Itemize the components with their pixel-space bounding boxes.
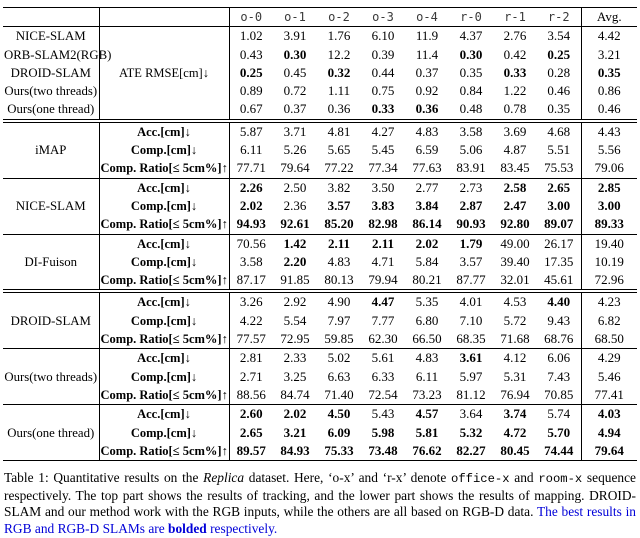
corner-cell-method [3, 8, 99, 27]
value-cell: 5.65 [327, 142, 351, 158]
value-cell: 4.43 [597, 123, 621, 139]
value-cell: 3.57 [459, 253, 483, 269]
mapping-group [3, 178, 637, 234]
mapping-row [3, 312, 637, 330]
value-cell: 86.14 [412, 216, 442, 232]
value-cell: 3.61 [459, 350, 483, 366]
value-cell: 0.30 [459, 46, 483, 62]
value-cell: 4.42 [597, 28, 621, 44]
value-cell: 1.42 [283, 235, 307, 251]
value-cell: 77.71 [236, 160, 266, 176]
value-cell: 4.22 [239, 312, 263, 328]
value-cell: 2.11 [327, 235, 351, 251]
method-cell: Ours(one thread) [3, 405, 99, 461]
metric-label: Comp. Ratio[≤ 5cm%]↑ [99, 330, 229, 349]
value-cell: 84.74 [280, 386, 310, 402]
value-cell: 3.91 [283, 28, 307, 44]
mapping-row [3, 141, 637, 159]
value-cell: 6.11 [415, 368, 439, 384]
value-cell: 0.42 [503, 46, 527, 62]
value-cell: 2.65 [537, 178, 581, 197]
mapping-row [3, 234, 637, 253]
value-cell: 3.74 [503, 406, 527, 422]
value-cell: 17.35 [537, 253, 581, 271]
caption-segment: Replica [203, 470, 245, 486]
value-cell: 2.02 [283, 406, 307, 422]
value-cell: 6.33 [371, 368, 395, 384]
value-cell: 68.50 [594, 331, 624, 347]
metric-label: Comp.[cm]↓ [99, 312, 229, 330]
value-cell: 72.54 [368, 386, 398, 402]
col-header-o-1: o-1 [284, 10, 306, 24]
mapping-row [3, 386, 637, 405]
value-cell: 5.43 [371, 406, 395, 422]
tracking-row [3, 82, 637, 100]
col-header-avg: Avg. [596, 9, 622, 24]
metric-label: Acc.[cm]↓ [99, 291, 229, 311]
method-cell: DROID-SLAM [3, 291, 99, 348]
value-cell: 5.98 [371, 424, 395, 440]
value-cell: 92.80 [500, 216, 530, 232]
value-cell: 5.31 [503, 368, 527, 384]
value-cell: 2.58 [503, 179, 527, 195]
method-cell: NICE-SLAM [3, 27, 99, 46]
value-cell: 4.83 [327, 253, 351, 269]
value-cell: 4.94 [597, 424, 621, 440]
value-cell: 83.45 [500, 160, 530, 176]
value-cell: 6.06 [537, 349, 581, 368]
value-cell: 4.23 [597, 294, 621, 310]
value-cell: 0.35 [597, 64, 621, 80]
value-cell: 74.44 [537, 442, 581, 461]
col-header-r-2: r-2 [537, 8, 581, 27]
value-cell: 0.37 [283, 101, 307, 117]
method-cell: DROID-SLAM [3, 64, 99, 82]
caption-segment: Table 1: Quantitative results on the [4, 470, 204, 486]
value-cell: 7.10 [459, 312, 483, 328]
value-cell: 77.57 [236, 331, 266, 347]
metric-label: Comp. Ratio[≤ 5cm%]↑ [99, 215, 229, 234]
caption-segment: office-x [451, 472, 510, 487]
value-cell: 11.9 [415, 28, 439, 44]
value-cell: 3.21 [597, 46, 621, 62]
value-cell: 1.11 [327, 83, 351, 99]
value-cell: 0.32 [327, 64, 351, 80]
mapping-row [3, 291, 637, 311]
value-cell: 72.96 [594, 272, 624, 288]
value-cell: 6.11 [240, 142, 263, 158]
metric-label-ate: ATE RMSE[cm]↓ [99, 27, 229, 121]
value-cell: 68.35 [456, 331, 486, 347]
value-cell: 0.33 [371, 101, 395, 117]
value-cell: 82.27 [456, 442, 486, 458]
value-cell: 0.45 [283, 64, 307, 80]
value-cell: 87.77 [456, 272, 486, 288]
value-cell: 62.30 [368, 331, 398, 347]
value-cell: 3.69 [503, 123, 527, 139]
value-cell: 5.32 [459, 424, 483, 440]
mapping-row [3, 349, 637, 368]
value-cell: 5.51 [537, 141, 581, 159]
value-cell: 0.30 [283, 46, 307, 62]
table-header [3, 8, 637, 27]
value-cell: 5.26 [283, 142, 307, 158]
metric-label: Comp.[cm]↓ [99, 141, 229, 159]
mapping-group [3, 234, 637, 291]
value-cell: 3.00 [597, 197, 621, 213]
results-table [3, 7, 637, 461]
value-cell: 77.41 [594, 386, 624, 402]
value-cell: 6.80 [415, 312, 439, 328]
value-cell: 2.20 [283, 253, 307, 269]
value-cell: 0.43 [239, 46, 263, 62]
value-cell: 5.74 [537, 405, 581, 424]
value-cell: 5.56 [597, 142, 621, 158]
value-cell: 72.95 [280, 331, 310, 347]
value-cell: 19.40 [594, 235, 624, 251]
value-cell: 91.85 [280, 272, 310, 288]
value-cell: 0.84 [459, 83, 483, 99]
value-cell: 80.21 [412, 272, 442, 288]
value-cell: 5.06 [459, 142, 483, 158]
value-cell: 0.46 [597, 101, 621, 117]
value-cell: 4.57 [415, 406, 439, 422]
value-cell: 4.90 [327, 294, 351, 310]
caption-segment: dataset. Here, ‘o-x’ and ‘r-x’ denote [244, 470, 452, 486]
value-cell: 90.93 [456, 216, 486, 232]
value-cell: 68.76 [537, 330, 581, 349]
col-header-r-1: r-1 [504, 10, 526, 24]
mapping-group [3, 291, 637, 348]
metric-label: Acc.[cm]↓ [99, 178, 229, 197]
tracking-row [3, 46, 637, 64]
col-header-o-2: o-2 [328, 10, 350, 24]
value-cell: 89.57 [236, 442, 266, 458]
value-cell: 4.50 [327, 406, 351, 422]
metric-label: Comp. Ratio[≤ 5cm%]↑ [99, 271, 229, 291]
mapping-row [3, 271, 637, 291]
metric-label: Comp.[cm]↓ [99, 424, 229, 442]
metric-label: Comp. Ratio[≤ 5cm%]↑ [99, 159, 229, 178]
tracking-row [3, 27, 637, 46]
value-cell: 5.61 [371, 350, 395, 366]
col-header-o-3: o-3 [372, 10, 394, 24]
value-cell: 3.54 [537, 27, 581, 46]
mapping-row [3, 330, 637, 349]
mapping-row [3, 215, 637, 234]
value-cell: 77.34 [368, 160, 398, 176]
mapping-row [3, 253, 637, 271]
value-cell: 4.83 [415, 350, 439, 366]
value-cell: 4.71 [371, 253, 395, 269]
value-cell: 4.72 [503, 424, 527, 440]
value-cell: 32.01 [500, 272, 530, 288]
value-cell: 3.00 [537, 197, 581, 215]
table-caption [4, 470, 636, 537]
value-cell: 0.75 [371, 83, 395, 99]
value-cell: 79.64 [594, 442, 624, 458]
value-cell: 92.61 [280, 216, 310, 232]
value-cell: 7.97 [327, 312, 351, 328]
tracking-row [3, 64, 637, 82]
value-cell: 4.37 [459, 28, 483, 44]
value-cell: 2.92 [283, 294, 307, 310]
value-cell: 4.40 [537, 291, 581, 311]
value-cell: 2.02 [415, 235, 439, 251]
value-cell: 4.87 [503, 142, 527, 158]
method-cell: iMAP [3, 121, 99, 178]
value-cell: 66.50 [412, 331, 442, 347]
value-cell: 2.73 [459, 179, 483, 195]
value-cell: 0.35 [459, 64, 483, 80]
value-cell: 0.35 [537, 100, 581, 120]
value-cell: 3.71 [283, 123, 307, 139]
value-cell: 2.60 [239, 406, 263, 422]
value-cell: 4.53 [503, 294, 527, 310]
value-cell: 0.28 [537, 64, 581, 82]
value-cell: 3.84 [415, 197, 439, 213]
metric-label: Acc.[cm]↓ [99, 405, 229, 424]
metric-label: Acc.[cm]↓ [99, 121, 229, 141]
value-cell: 76.94 [500, 386, 530, 402]
value-cell: 75.53 [537, 159, 581, 178]
value-cell: 2.11 [371, 235, 395, 251]
value-cell: 4.47 [371, 294, 395, 310]
value-cell: 3.83 [371, 197, 395, 213]
value-cell: 39.40 [500, 253, 530, 269]
value-cell: 4.68 [537, 121, 581, 141]
value-cell: 3.57 [327, 197, 351, 213]
value-cell: 5.35 [415, 294, 439, 310]
value-cell: 5.02 [327, 350, 351, 366]
value-cell: 0.92 [415, 83, 439, 99]
value-cell: 0.46 [537, 82, 581, 100]
value-cell: 71.40 [324, 386, 354, 402]
value-cell: 3.26 [239, 294, 263, 310]
mapping-row [3, 121, 637, 141]
value-cell: 45.61 [537, 271, 581, 291]
value-cell: 79.94 [368, 272, 398, 288]
value-cell: 84.93 [280, 442, 310, 458]
metric-label: Comp. Ratio[≤ 5cm%]↑ [99, 442, 229, 461]
value-cell: 5.54 [283, 312, 307, 328]
value-cell: 0.25 [537, 46, 581, 64]
metric-label: Acc.[cm]↓ [99, 234, 229, 253]
value-cell: 0.89 [239, 83, 263, 99]
value-cell: 2.02 [239, 197, 263, 213]
value-cell: 0.44 [371, 64, 395, 80]
method-cell: DI-Fuison [3, 234, 99, 291]
value-cell: 5.72 [503, 312, 527, 328]
header-row [3, 8, 637, 27]
value-cell: 4.12 [503, 350, 527, 366]
value-cell: 2.33 [283, 350, 307, 366]
metric-label: Comp.[cm]↓ [99, 253, 229, 271]
value-cell: 6.59 [415, 142, 439, 158]
mapping-row [3, 405, 637, 424]
value-cell: 87.17 [236, 272, 266, 288]
metric-label: Comp.[cm]↓ [99, 368, 229, 386]
value-cell: 0.36 [327, 101, 351, 117]
col-header-o-0: o-0 [240, 10, 263, 24]
value-cell: 2.36 [283, 197, 307, 213]
value-cell: 4.83 [415, 123, 439, 139]
caption-segment: sequence respectively. The top part shows the results of tracking, and the lower part shows the results of mapping. DROID-SLAM and our method work with the RGB inputs, while the others are all based on RGB-D data. [4, 470, 636, 520]
metric-label: Comp. Ratio[≤ 5cm%]↑ [99, 386, 229, 405]
value-cell: 77.63 [412, 160, 442, 176]
value-cell: 88.56 [236, 386, 266, 402]
value-cell: 3.21 [283, 424, 307, 440]
value-cell: 76.62 [412, 442, 442, 458]
value-cell: 1.76 [327, 28, 351, 44]
value-cell: 59.85 [324, 331, 354, 347]
value-cell: 0.67 [239, 101, 263, 117]
value-cell: 81.12 [456, 386, 486, 402]
tracking-section [3, 27, 637, 121]
value-cell: 0.86 [597, 83, 621, 99]
value-cell: 73.23 [412, 386, 442, 402]
value-cell: 0.78 [503, 101, 527, 117]
value-cell: 73.48 [368, 442, 398, 458]
value-cell: 80.45 [500, 442, 530, 458]
value-cell: 2.85 [597, 179, 621, 195]
mapping-row [3, 442, 637, 461]
value-cell: 2.65 [239, 424, 263, 440]
value-cell: 82.98 [368, 216, 398, 232]
value-cell: 3.50 [371, 179, 395, 195]
mapping-group [3, 121, 637, 178]
value-cell: 3.58 [239, 253, 263, 269]
value-cell: 89.33 [594, 216, 624, 232]
value-cell: 11.4 [415, 46, 439, 62]
value-cell: 5.70 [537, 424, 581, 442]
mapping-group [3, 349, 637, 405]
value-cell: 79.64 [280, 160, 310, 176]
value-cell: 6.09 [327, 424, 351, 440]
value-cell: 79.06 [594, 160, 624, 176]
value-cell: 2.26 [239, 179, 263, 195]
caption-segment: respectively. [206, 520, 278, 536]
value-cell: 2.77 [415, 179, 439, 195]
method-cell: Ours(two threads) [3, 349, 99, 405]
value-cell: 0.48 [459, 101, 483, 117]
method-cell: Ours(one thread) [3, 100, 99, 120]
value-cell: 70.85 [537, 386, 581, 405]
value-cell: 7.77 [371, 312, 395, 328]
value-cell: 1.02 [239, 28, 263, 44]
value-cell: 1.79 [459, 235, 483, 251]
value-cell: 3.82 [327, 179, 351, 195]
value-cell: 71.68 [500, 331, 530, 347]
value-cell: 75.33 [324, 442, 354, 458]
col-header-r-0: r-0 [460, 10, 482, 24]
value-cell: 9.43 [537, 312, 581, 330]
value-cell: 80.13 [324, 272, 354, 288]
value-cell: 83.91 [456, 160, 486, 176]
method-cell: Ours(two threads) [3, 82, 99, 100]
value-cell: 2.87 [459, 197, 483, 213]
value-cell: 0.25 [239, 64, 263, 80]
mapping-row [3, 159, 637, 178]
value-cell: 4.01 [459, 294, 483, 310]
value-cell: 77.22 [324, 160, 354, 176]
caption-segment: room-x [538, 472, 583, 487]
caption-segment: bolded [168, 520, 207, 536]
mapping-row [3, 368, 637, 386]
value-cell: 1.22 [503, 83, 527, 99]
value-cell: 5.97 [459, 368, 483, 384]
value-cell: 0.39 [371, 46, 395, 62]
method-cell: ORB-SLAM2(RGB) [3, 46, 99, 64]
value-cell: 0.33 [503, 64, 527, 80]
value-cell: 49.00 [500, 235, 530, 251]
value-cell: 0.36 [415, 101, 439, 117]
value-cell: 7.43 [537, 368, 581, 386]
value-cell: 6.10 [371, 28, 395, 44]
value-cell: 6.82 [597, 312, 621, 328]
value-cell: 4.29 [597, 350, 621, 366]
value-cell: 5.84 [415, 253, 439, 269]
value-cell: 2.47 [503, 197, 527, 213]
value-cell: 0.37 [415, 64, 439, 80]
value-cell: 85.20 [324, 216, 354, 232]
value-cell: 5.81 [415, 424, 439, 440]
value-cell: 94.93 [236, 216, 266, 232]
value-cell: 12.2 [327, 46, 351, 62]
value-cell: 4.81 [327, 123, 351, 139]
mapping-row [3, 197, 637, 215]
mapping-row [3, 178, 637, 197]
value-cell: 0.72 [283, 83, 307, 99]
value-cell: 2.76 [503, 28, 527, 44]
value-cell: 3.58 [459, 123, 483, 139]
value-cell: 26.17 [537, 234, 581, 253]
mapping-row [3, 424, 637, 442]
value-cell: 3.64 [459, 406, 483, 422]
value-cell: 2.50 [283, 179, 307, 195]
metric-label: Acc.[cm]↓ [99, 349, 229, 368]
value-cell: 4.27 [371, 123, 395, 139]
mapping-group [3, 405, 637, 461]
value-cell: 89.07 [537, 215, 581, 234]
caption-segment: The best results in RGB and RGB-D SLAMs are [4, 504, 636, 536]
value-cell: 5.87 [239, 123, 263, 139]
value-cell: 5.46 [597, 368, 621, 384]
value-cell: 4.03 [597, 406, 621, 422]
col-header-o-4: o-4 [416, 10, 438, 24]
caption-segment: and [509, 470, 539, 486]
value-cell: 2.81 [239, 350, 263, 366]
value-cell: 3.25 [283, 368, 307, 384]
value-cell: 2.71 [239, 368, 263, 384]
value-cell: 70.56 [236, 235, 266, 251]
value-cell: 6.63 [327, 368, 351, 384]
method-cell: NICE-SLAM [3, 178, 99, 234]
metric-label: Comp.[cm]↓ [99, 197, 229, 215]
tracking-row [3, 100, 637, 120]
corner-cell-metric [99, 8, 229, 27]
value-cell: 10.19 [594, 253, 624, 269]
value-cell: 5.45 [371, 142, 395, 158]
